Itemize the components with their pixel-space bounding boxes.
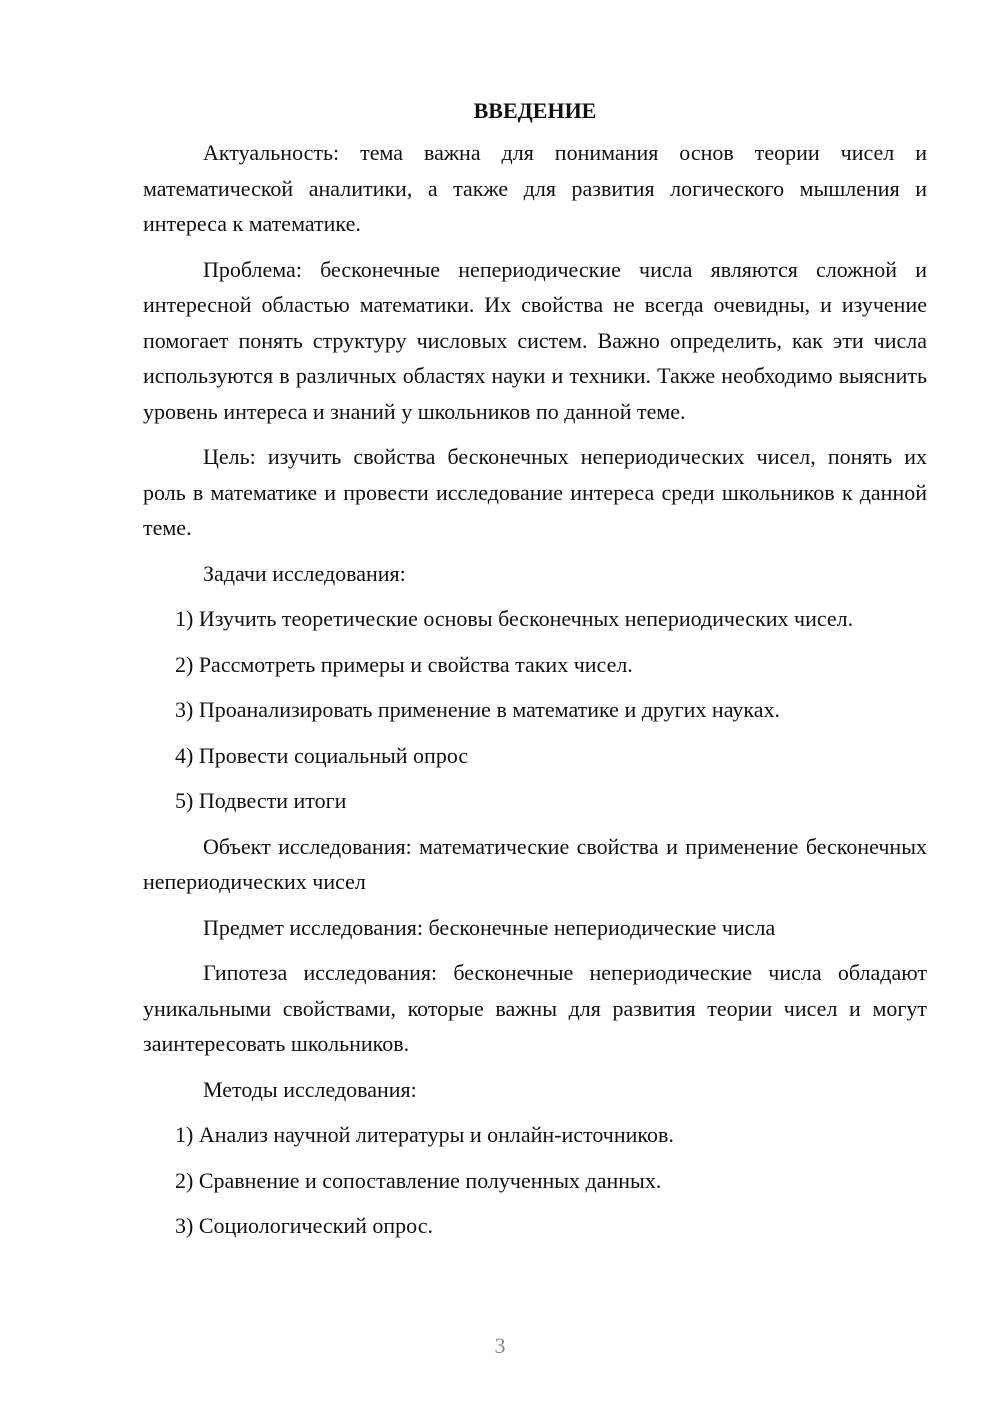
method-item: 1) Анализ научной литературы и онлайн-источников. — [175, 1122, 674, 1147]
subject-paragraph: Предмет исследования: бесконечные непериодические числа — [203, 914, 776, 940]
task-item: 1) Изучить теоретические основы бесконечных непериодических чисел. — [175, 606, 854, 631]
methods-heading: Методы исследования: — [203, 1076, 417, 1102]
task-item: 3) Проанализировать применение в математике и других науках. — [175, 697, 780, 722]
hypothesis-paragraph: Гипотеза исследования: бесконечные непериодические числа обладают уникальными свойствами, которые важны для развития теории чисел и могут заинтересовать школьников. — [143, 960, 927, 1056]
object-paragraph: Объект исследования: математические свойства и применение бесконечных непериодических чисел — [143, 833, 927, 894]
problem-paragraph: Проблема: бесконечные непериодические числа являются сложной и интересной областью математики. Их свойства не всегда очевидны, и изучение помогает понять структуру числовых систем. Важно определить, как эти числа используются в различных областях науки и техники. Также необходимо выяснить уровень интереса и знаний у школьников по данной теме. — [143, 256, 927, 424]
method-item: 3) Социологический опрос. — [175, 1213, 433, 1238]
methods-list — [143, 1117, 927, 1244]
page-number: 3 — [494, 1333, 506, 1358]
document-page — [143, 94, 927, 1254]
task-item: 2) Рассмотреть примеры и свойства таких чисел. — [175, 651, 633, 677]
section-title: ВВЕДЕНИЕ — [473, 98, 597, 123]
task-item: 5) Подвести итоги — [175, 788, 347, 813]
task-item: 4) Провести социальный опрос — [175, 742, 469, 768]
tasks-heading: Задачи исследования: — [203, 560, 406, 586]
goal-paragraph: Цель: изучить свойства бесконечных непериодических чисел, понять их роль в математике и провести исследование интереса среди школьников к данной теме. — [143, 444, 927, 540]
method-item: 2) Сравнение и сопоставление полученных данных. — [175, 1167, 662, 1193]
relevance-paragraph: Актуальность: тема важна для понимания основ теории чисел и математической аналитики, а также для развития логического мышления и интереса к математике. — [143, 140, 927, 236]
tasks-list — [143, 601, 927, 819]
